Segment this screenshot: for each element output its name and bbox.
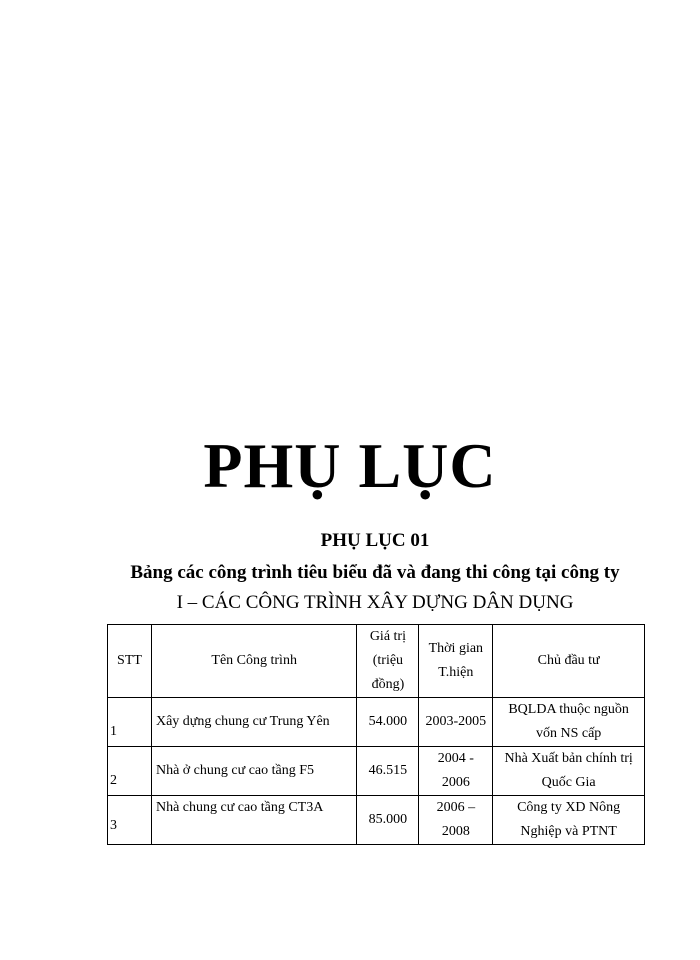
row-period: 2004 - 2006 (419, 747, 493, 796)
header-owner: Chủ đầu tư (493, 625, 645, 698)
page-title: PHỤ LỤC (203, 430, 497, 501)
header-name: Tên Công trình (151, 625, 356, 698)
row-stt: 3 (108, 796, 152, 845)
appendix-description: Bảng các công trình tiêu biểu đã và đang thi công tại công ty (130, 562, 620, 583)
row-period: 2003-2005 (419, 698, 493, 747)
row-name: Xây dựng chung cư Trung Yên (151, 698, 356, 747)
row-name: Nhà ở chung cư cao tầng F5 (151, 747, 356, 796)
row-period: 2006 – 2008 (419, 796, 493, 845)
row-stt: 2 (108, 747, 152, 796)
row-value: 85.000 (357, 796, 419, 845)
header-stt: STT (108, 625, 152, 698)
row-owner: Nhà Xuất bản chính trị Quốc Gia (493, 747, 645, 796)
header-period: Thời gian T.hiện (419, 625, 493, 698)
table-row (108, 796, 645, 845)
row-stt: 1 (108, 698, 152, 747)
row-value: 46.515 (357, 747, 419, 796)
table-row (108, 747, 645, 796)
header-value: Giá trị (triệu đồng) (357, 625, 419, 698)
row-value: 54.000 (357, 698, 419, 747)
row-owner: BQLDA thuộc nguồn vốn NS cấp (493, 698, 645, 747)
table-row (108, 698, 645, 747)
row-name: Nhà chung cư cao tầng CT3A (151, 796, 356, 845)
section-title: I – CÁC CÔNG TRÌNH XÂY DỰNG DÂN DỤNG (176, 592, 574, 613)
appendix-number: PHỤ LỤC 01 (320, 530, 430, 551)
table-header-row (108, 625, 645, 698)
projects-table (107, 624, 645, 845)
row-owner: Công ty XD Nông Nghiệp và PTNT (493, 796, 645, 845)
